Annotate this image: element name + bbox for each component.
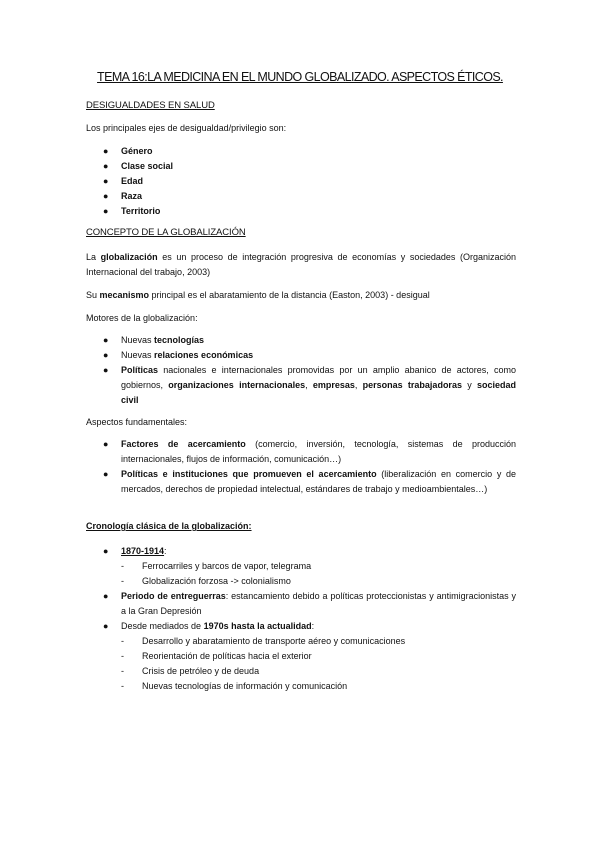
bullet-icon: ● xyxy=(103,591,109,601)
sub-list xyxy=(121,559,516,589)
sub-list-item: - Crisis de petróleo y de deuda xyxy=(121,664,516,679)
list-item: ● Políticas nacionales e internacionales promovidas por un amplio abanico de actores, como gobiernos, organizaciones internacionales, empresas, personas trabajadoras y sociedad civil xyxy=(103,365,516,405)
section-heading-cronologia: Cronología clásica de la globalización: xyxy=(86,521,252,531)
motores-label: Motores de la globalización: xyxy=(86,313,198,323)
sub-list-item: - Globalización forzosa -> colonialismo xyxy=(121,574,516,589)
bullet-icon: ● xyxy=(103,365,109,375)
sub-list xyxy=(121,634,516,694)
mecanismo-paragraph: Su mecanismo principal es el abaratamiento de la distancia (Easton, 2003) - desigual xyxy=(86,290,430,300)
aspectos-label: Aspectos fundamentales: xyxy=(86,417,188,427)
list-item: ● Clase social xyxy=(100,159,516,174)
dash-icon: - xyxy=(121,681,124,691)
list-item: ● Territorio xyxy=(100,204,516,219)
bullet-icon: ● xyxy=(103,469,109,479)
desigualdad-list xyxy=(100,144,516,219)
bullet-icon: ● xyxy=(103,621,109,631)
bullet-icon: ● xyxy=(103,146,109,156)
list-item: ● Nuevas relaciones económicas xyxy=(100,348,516,363)
bullet-icon: ● xyxy=(103,439,109,449)
cronologia-list xyxy=(100,544,516,694)
motores-list xyxy=(100,333,516,408)
dash-icon: - xyxy=(121,651,124,661)
section-heading-desigualdades: DESIGUALDADES EN SALUD xyxy=(86,100,215,111)
dash-icon: - xyxy=(121,666,124,676)
bullet-icon: ● xyxy=(103,546,109,556)
list-item: ● Periodo de entreguerras: estancamiento debido a políticas proteccionistas y antimigracionistas y a la Gran Depresión xyxy=(103,591,516,616)
desigualdad-intro: Los principales ejes de desigualdad/privilegio son: xyxy=(86,123,287,133)
dash-icon: - xyxy=(121,561,124,571)
list-item: ● Nuevas tecnologías xyxy=(100,333,516,348)
bullet-icon: ● xyxy=(103,191,109,201)
list-item: ● 1870-1914: - Ferrocarriles y barcos de vapor, telegrama - Globalización forzosa -> colonialismo xyxy=(100,544,516,589)
section-heading-concepto: CONCEPTO DE LA GLOBALIZACIÓN xyxy=(86,227,246,238)
bullet-icon: ● xyxy=(103,206,109,216)
bullet-icon: ● xyxy=(103,350,109,360)
list-item: ● Políticas e instituciones que promueven el acercamiento (liberalización en comercio y de mercados, derechos de propiedad intelectual, estándares de trabajo y medioambientales…) xyxy=(103,469,516,494)
list-item: ● Edad xyxy=(100,174,516,189)
sub-list-item: - Desarrollo y abaratamiento de transporte aéreo y comunicaciones xyxy=(121,634,516,649)
bullet-icon: ● xyxy=(103,161,109,171)
sub-list-item: - Ferrocarriles y barcos de vapor, telegrama xyxy=(121,559,516,574)
sub-list-item: - Nuevas tecnologías de información y comunicación xyxy=(121,679,516,694)
sub-list-item: - Reorientación de políticas hacia el exterior xyxy=(121,649,516,664)
list-item: ● Género xyxy=(100,144,516,159)
dash-icon: - xyxy=(121,576,124,586)
bullet-icon: ● xyxy=(103,335,109,345)
globalizacion-definition: La globalización es un proceso de integración progresiva de economías y sociedades (Organización Internacional del trabajo, 2003) xyxy=(86,252,516,277)
list-item: ● Desde mediados de 1970s hasta la actualidad: - Desarrollo y abaratamiento de transporte aéreo y comunicaciones - Reorientación de políticas hacia el exterior - Crisis de petróleo y de deuda - Nuevas tecnologías de información y comunicación xyxy=(100,619,516,694)
bullet-icon: ● xyxy=(103,176,109,186)
list-item: ● Factores de acercamiento (comercio, inversión, tecnología, sistemas de producción internacionales, flujos de información, comunicación…) xyxy=(103,439,516,464)
dash-icon: - xyxy=(121,636,124,646)
page-title: TEMA 16:LA MEDICINA EN EL MUNDO GLOBALIZADO. ASPECTOS ÉTICOS. xyxy=(97,70,503,84)
aspectos-list xyxy=(100,437,516,497)
list-item: ● Raza xyxy=(100,189,516,204)
